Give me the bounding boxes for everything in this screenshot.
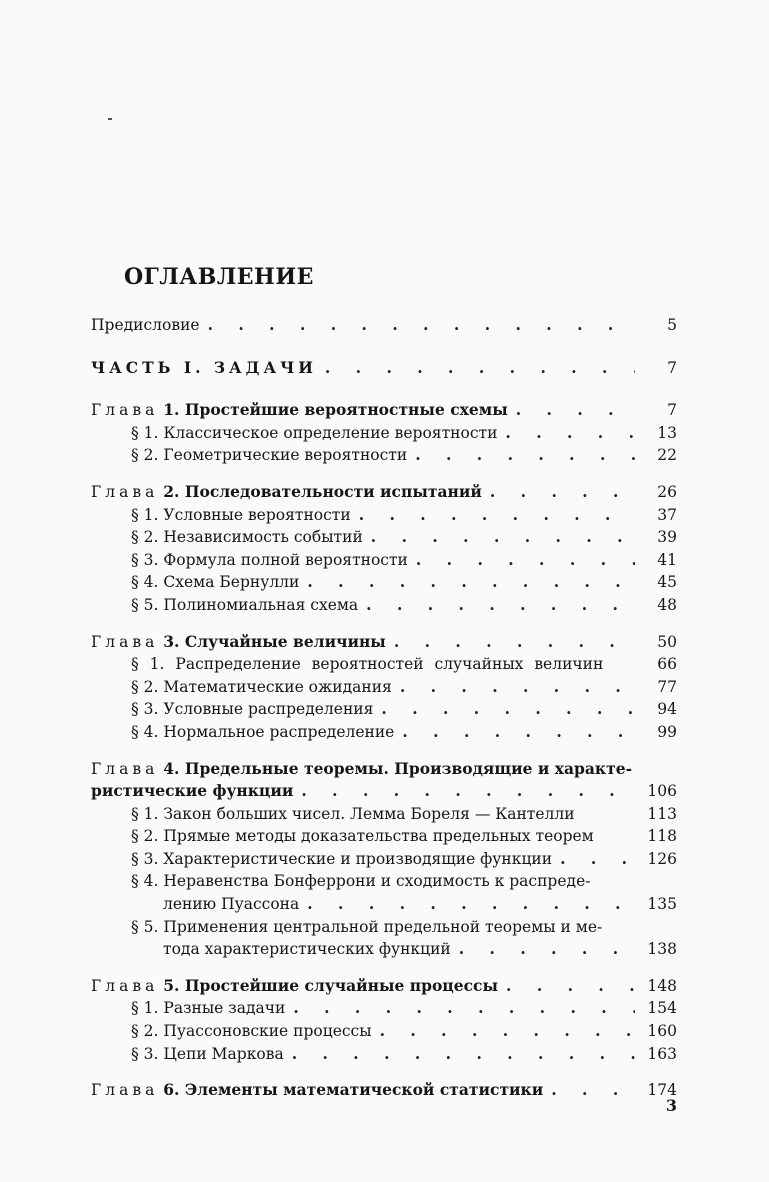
dot-leader	[497, 422, 635, 445]
toc-page-number: 174	[647, 1081, 677, 1100]
toc-entry-title: Предисловие	[91, 316, 200, 334]
dot-leader	[351, 504, 635, 527]
chapter-title: 3. Случайные величины	[163, 631, 386, 651]
page-title: ОГЛАВЛЕНИЕ	[124, 264, 314, 290]
dot-leader	[508, 399, 635, 422]
section-title: § 3. Характеристические и производящие функции	[131, 849, 553, 868]
chapter-title-continued: ристические функции	[91, 781, 294, 801]
section-title-continued: тода характеристических функций	[163, 940, 451, 959]
section-title: § 2. Прямые методы доказательства предельных теорем	[131, 827, 594, 846]
toc-section-line-2[interactable]	[91, 893, 677, 916]
toc-section[interactable]	[91, 676, 677, 699]
dot-leader	[284, 1043, 635, 1066]
chapter-prefix: Глава	[91, 401, 159, 420]
dot-leader	[373, 698, 635, 721]
dot-leader	[299, 893, 635, 916]
toc-page-number: 37	[657, 505, 677, 524]
section-title: § 4. Нормальное распределение	[131, 722, 395, 741]
toc-section-line-1[interactable]	[91, 870, 677, 893]
section-title: § 2. Пуассоновские процессы	[131, 1022, 372, 1041]
toc-section[interactable]	[91, 721, 677, 744]
toc-page-number: 50	[657, 632, 677, 651]
section-title: § 1. Классическое определение вероятности	[131, 423, 498, 442]
toc-section[interactable]	[91, 594, 677, 617]
chapter-title: 5. Простейшие случайные процессы	[163, 975, 499, 995]
section-title: § 1. Условные вероятности	[131, 505, 351, 524]
toc-section[interactable]	[91, 997, 677, 1020]
toc-page-number: 7	[667, 401, 677, 420]
toc-page-number: 163	[647, 1044, 677, 1063]
toc-page-number: 138	[647, 940, 677, 959]
toc-section[interactable]	[91, 848, 677, 871]
toc-page-number: 118	[647, 827, 677, 846]
dot-leader	[358, 594, 635, 617]
section-title: § 1. Распределение вероятностей случайных величин	[131, 655, 604, 674]
section-title: § 2. Математические ожидания	[131, 677, 392, 696]
toc-chapter-5[interactable]	[91, 975, 677, 998]
toc-page-number: 41	[657, 550, 677, 569]
toc-chapter-4-line-2[interactable]	[91, 780, 677, 803]
toc-page-number: 66	[657, 655, 677, 674]
toc-section[interactable]	[91, 1043, 677, 1066]
dot-leader	[482, 481, 635, 504]
chapter-title: 6. Элементы математической статистики	[163, 1080, 544, 1100]
toc-chapter-4-line-1[interactable]	[91, 758, 677, 781]
toc-page-number: 45	[657, 573, 677, 592]
toc-page-number: 135	[647, 895, 677, 914]
section-title: § 1. Разные задачи	[131, 999, 286, 1018]
toc-section[interactable]	[91, 653, 677, 676]
dot-leader	[451, 938, 635, 961]
dot-leader	[200, 314, 635, 337]
dot-leader	[408, 549, 635, 572]
section-title: § 5. Применения центральной предельной теоремы и ме-	[131, 917, 603, 936]
dot-leader	[543, 1079, 635, 1102]
section-title: § 4. Схема Бернулли	[131, 573, 300, 592]
dot-leader	[299, 571, 635, 594]
toc-section[interactable]	[91, 571, 677, 594]
toc-section[interactable]	[91, 1020, 677, 1043]
section-title: § 2. Независимость событий	[131, 528, 363, 547]
toc-chapter-6[interactable]	[91, 1079, 677, 1102]
toc-page-number: 7	[667, 358, 677, 377]
toc-page-number: 99	[657, 722, 677, 741]
toc-page-number: 22	[657, 446, 677, 465]
toc-page-number: 48	[657, 595, 677, 614]
section-title: § 1. Закон больших чисел. Лемма Бореля — Кантелли	[131, 804, 575, 823]
toc-section-line-1[interactable]	[91, 916, 677, 939]
toc-page-number: 126	[647, 849, 677, 868]
toc-section[interactable]	[91, 549, 677, 572]
toc-section[interactable]	[91, 422, 677, 445]
toc-page-number: 77	[657, 677, 677, 696]
section-title: § 2. Геометрические вероятности	[131, 446, 408, 465]
page-number: 3	[665, 1096, 677, 1115]
toc-chapter-3[interactable]	[91, 631, 677, 654]
chapter-title: 4. Предельные теоремы. Производящие и характе-	[163, 758, 633, 778]
table-of-contents	[91, 314, 677, 1102]
toc-entry-preface[interactable]	[91, 314, 677, 337]
toc-entry-part-1[interactable]	[91, 357, 677, 380]
chapter-prefix: Глава	[91, 482, 159, 501]
toc-page-number: 113	[647, 804, 677, 823]
toc-page-number: 148	[647, 976, 677, 995]
toc-section[interactable]	[91, 803, 677, 826]
chapter-prefix: Глава	[91, 976, 159, 995]
section-title: § 3. Формула полной вероятности	[131, 550, 408, 569]
toc-section[interactable]	[91, 504, 677, 527]
dot-leader	[552, 848, 635, 871]
dot-leader	[392, 676, 635, 699]
dot-leader	[317, 357, 635, 380]
dot-leader	[363, 526, 635, 549]
toc-page-number: 94	[657, 700, 677, 719]
dot-leader	[372, 1020, 635, 1043]
section-title: § 3. Цепи Маркова	[131, 1044, 284, 1063]
dot-leader	[394, 721, 635, 744]
section-title: § 5. Полиномиальная схема	[131, 595, 359, 614]
section-title: § 3. Условные распределения	[131, 700, 374, 719]
speck-mark	[108, 118, 112, 120]
toc-page-number: 106	[647, 782, 677, 801]
toc-section[interactable]	[91, 698, 677, 721]
part-title: ЧАСТЬ I. ЗАДАЧИ	[91, 357, 317, 377]
toc-section[interactable]	[91, 825, 677, 848]
dot-leader	[407, 444, 635, 467]
toc-section[interactable]	[91, 444, 677, 467]
chapter-prefix: Глава	[91, 759, 159, 778]
chapter-title: 2. Последовательности испытаний	[163, 481, 482, 501]
toc-page-number: 13	[657, 423, 677, 442]
dot-leader	[498, 975, 635, 998]
toc-chapter-2[interactable]	[91, 481, 677, 504]
dot-leader	[293, 780, 635, 803]
toc-page-number: 5	[667, 316, 677, 334]
toc-page-number: 160	[647, 1022, 677, 1041]
chapter-prefix: Глава	[91, 1081, 159, 1100]
section-title-continued: лению Пуассона	[163, 895, 300, 914]
toc-page-number: 26	[657, 482, 677, 501]
dot-leader	[386, 631, 635, 654]
toc-page-number: 39	[657, 528, 677, 547]
toc-page-number: 154	[647, 999, 677, 1018]
section-title: § 4. Неравенства Бонферрони и сходимость к распреде-	[131, 872, 591, 891]
chapter-prefix: Глава	[91, 632, 159, 651]
toc-chapter-1[interactable]	[91, 399, 677, 422]
toc-section[interactable]	[91, 526, 677, 549]
chapter-title: 1. Простейшие вероятностные схемы	[163, 400, 508, 420]
toc-section-line-2[interactable]	[91, 938, 677, 961]
dot-leader	[285, 997, 635, 1020]
